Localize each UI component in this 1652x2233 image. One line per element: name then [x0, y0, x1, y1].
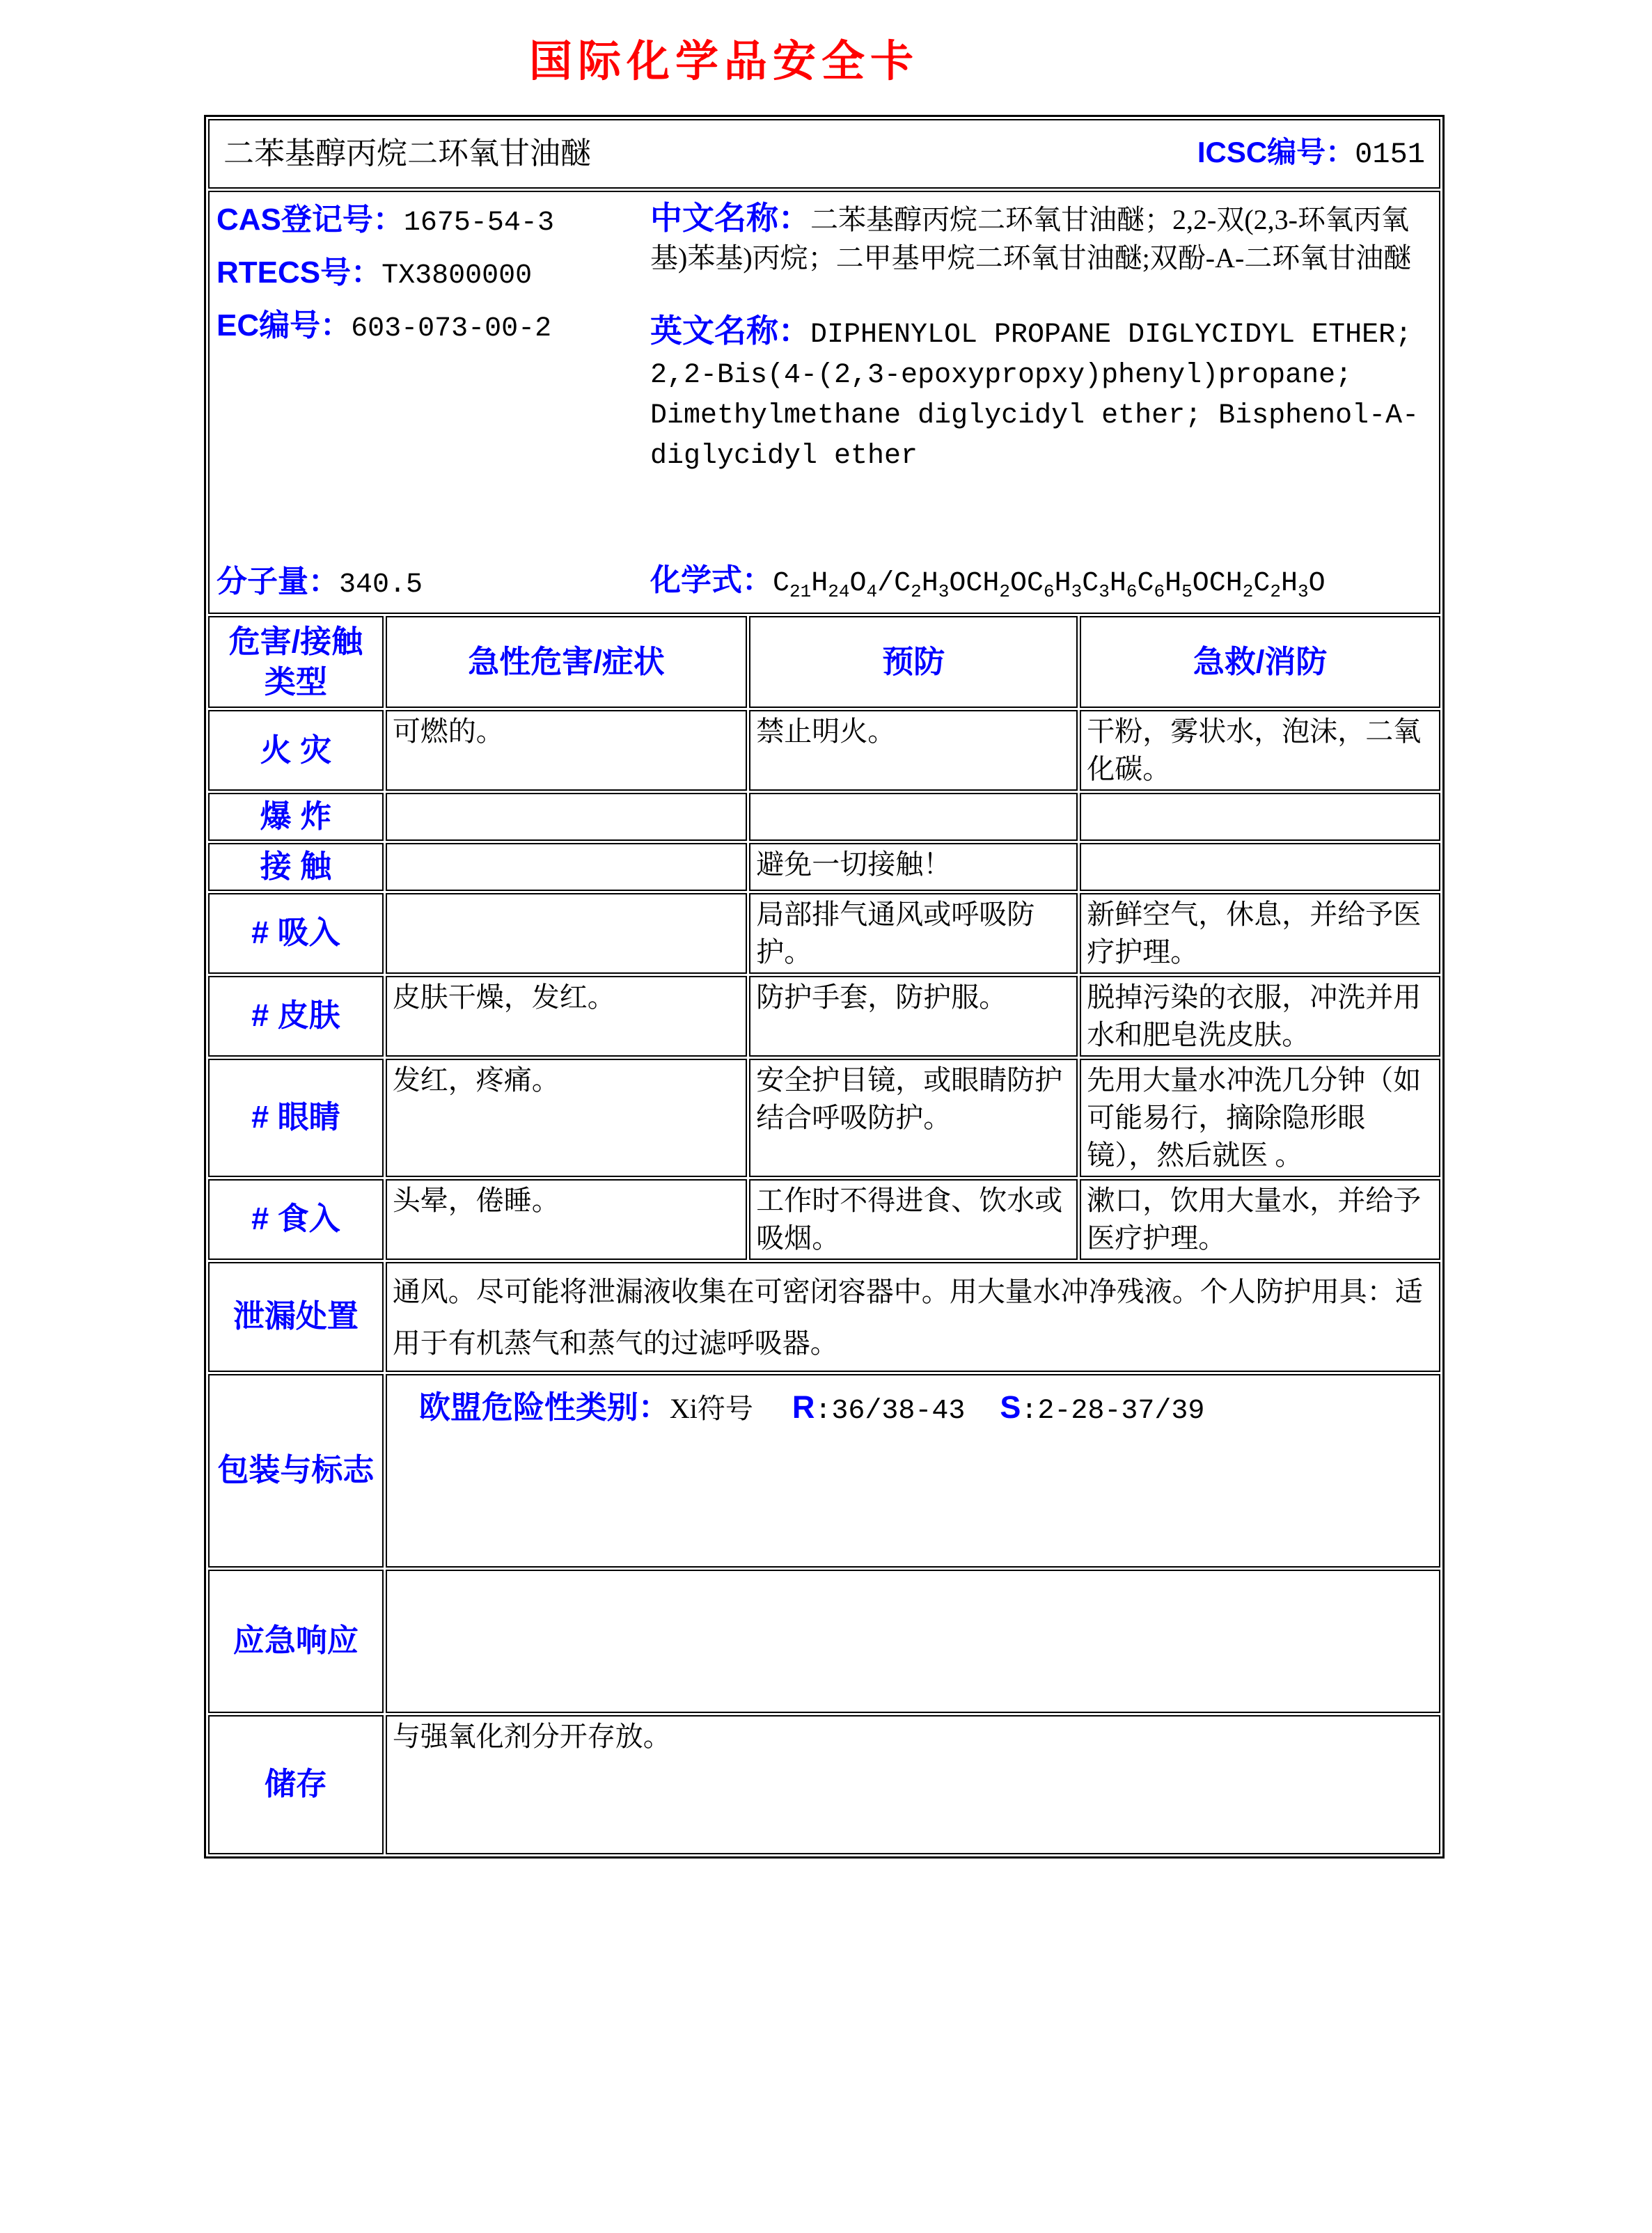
cell-exposure-first-aid [1080, 843, 1440, 891]
cell-skin-prevention: 防护手套，防护服。 [749, 976, 1078, 1057]
ec-number-line [217, 305, 643, 348]
cell-ingestion-prevention: 工作时不得进食、饮水或吸烟。 [749, 1179, 1078, 1260]
rtecs-number-line [217, 252, 643, 295]
cell-fire-first-aid: 干粉，雾状水，泡沫，二氧化碳。 [1080, 710, 1440, 791]
cell-ingestion-first-aid: 漱口，饮用大量水，并给予医疗护理。 [1080, 1179, 1440, 1260]
eu-class-label: 欧盟危险性类别： [418, 1389, 670, 1425]
chemical-formula-value: $C_{21}H_{24}O_4/C_2H_3OCH_2OC_6H_3C_3H_6C_6H_5OCH_2C_2H_3O$ [773, 567, 1325, 602]
cas-value: 1675-54-3 [403, 207, 554, 239]
cell-fire-symptoms: 可燃的。 [386, 710, 747, 791]
english-name-text: DIPHENYLOL PROPANE DIGLYCIDYL ETHER; 2,2-Bis(4-(2,3-epoxypropxy)phenyl)propane; Dimethylmethane diglycidyl ether; Bisphenol-A-diglycidyl ether [650, 319, 1419, 473]
registry-numbers [215, 194, 643, 611]
packaging-labelling-label: 包装与标志 [208, 1374, 384, 1568]
row-label-eyes: # 眼睛 [208, 1059, 384, 1177]
icsc-label: ICSC编号： [1197, 136, 1355, 169]
row-label-explosion: 爆 炸 [208, 793, 384, 841]
eu-symbol: Xi符号 [669, 1392, 753, 1424]
card-header-row [208, 119, 1440, 189]
r-phrase-label: R [792, 1389, 815, 1425]
row-label-ingestion: # 食入 [208, 1179, 384, 1260]
packaging-labelling-content [386, 1374, 1440, 1568]
molecular-weight-label: 分子量： [217, 565, 339, 599]
cell-explosion-first-aid [1080, 793, 1440, 841]
icsc-number-group [1197, 133, 1425, 175]
cell-explosion-prevention [749, 793, 1078, 841]
row-label-skin: # 皮肤 [208, 976, 384, 1057]
storage-label: 储存 [208, 1715, 384, 1854]
eu-hazard-class-line [393, 1377, 1433, 1430]
cell-inhalation-symptoms [386, 893, 747, 974]
header-symptoms: 急性危害/症状 [386, 616, 747, 708]
cell-skin-symptoms: 皮肤干燥，发红。 [386, 976, 747, 1057]
cell-skin-first-aid: 脱掉污染的衣服，冲洗并用水和肥皂洗皮肤。 [1080, 976, 1440, 1057]
english-name-label: 英文名称： [650, 313, 810, 349]
cas-label: CAS登记号： [217, 203, 404, 237]
molecular-weight-value: 340.5 [339, 569, 423, 601]
chinese-name-paragraph [650, 196, 1426, 277]
spill-disposal-content: 通风。尽可能将泄漏液收集在可密闭容器中。用大量水冲净残液。个人防护用具：适用于有机蒸气和蒸气的过滤呼吸器。 [386, 1262, 1440, 1372]
row-label-fire: 火 灾 [208, 710, 384, 791]
cell-fire-prevention: 禁止明火。 [749, 710, 1078, 791]
chemical-names [643, 194, 1433, 611]
molecular-weight-line [217, 561, 643, 604]
spill-disposal-label: 泄漏处置 [208, 1262, 384, 1372]
row-label-exposure: 接 触 [208, 843, 384, 891]
chemical-formula-line [650, 560, 1426, 604]
cell-inhalation-first-aid: 新鲜空气，休息，并给予医疗护理。 [1080, 893, 1440, 974]
cell-exposure-symptoms [386, 843, 747, 891]
emergency-response-content [386, 1570, 1440, 1713]
cell-ingestion-symptoms: 头晕，倦睡。 [386, 1179, 747, 1260]
icsc-card-table [204, 115, 1445, 1859]
cell-exposure-prevention: 避免一切接触！ [749, 843, 1078, 891]
identification-section [208, 191, 1440, 614]
cell-inhalation-prevention: 局部排气通风或呼吸防护。 [749, 893, 1078, 974]
cell-eyes-symptoms: 发红，疼痛。 [386, 1059, 747, 1177]
rtecs-label: RTECS号： [217, 255, 382, 290]
emergency-response-label: 应急响应 [208, 1570, 384, 1713]
s-phrase-value: :2-28-37/39 [1021, 1395, 1205, 1427]
chinese-name-label: 中文名称： [650, 200, 810, 236]
rtecs-value: TX3800000 [381, 260, 533, 292]
storage-content: 与强氧化剂分开存放。 [386, 1715, 1440, 1854]
cell-eyes-first-aid: 先用大量水冲洗几分钟（如可能易行，摘除隐形眼镜），然后就医 。 [1080, 1059, 1440, 1177]
chemical-name: 二苯基醇丙烷二环氧甘油醚 [223, 136, 591, 171]
header-hazard-type: 危害/接触 类型 [208, 616, 384, 708]
header-first-aid: 急救/消防 [1080, 616, 1440, 708]
chinese-name-text: 二苯基醇丙烷二环氧甘油醚；2,2-双(2,3-环氧丙氧基)苯基)丙烷；二甲基甲烷二环氧甘油醚;双酚-A-二环氧甘油醚 [650, 204, 1412, 274]
ec-label: EC编号： [217, 308, 352, 342]
row-label-inhalation: # 吸入 [208, 893, 384, 974]
header-prevention: 预防 [749, 616, 1078, 708]
cas-number-line [217, 199, 643, 242]
ec-value: 603-073-00-2 [351, 313, 552, 345]
cell-explosion-symptoms [386, 793, 747, 841]
r-phrase-value: :36/38-43 [815, 1395, 966, 1427]
chemical-formula-label: 化学式： [650, 562, 773, 597]
s-phrase-label: S [1000, 1389, 1021, 1425]
icsc-number: 0151 [1355, 138, 1425, 172]
page-title: 国际化学品安全卡 [528, 35, 919, 86]
english-name-paragraph [650, 309, 1426, 475]
cell-eyes-prevention: 安全护目镜，或眼睛防护结合呼吸防护。 [749, 1059, 1078, 1177]
